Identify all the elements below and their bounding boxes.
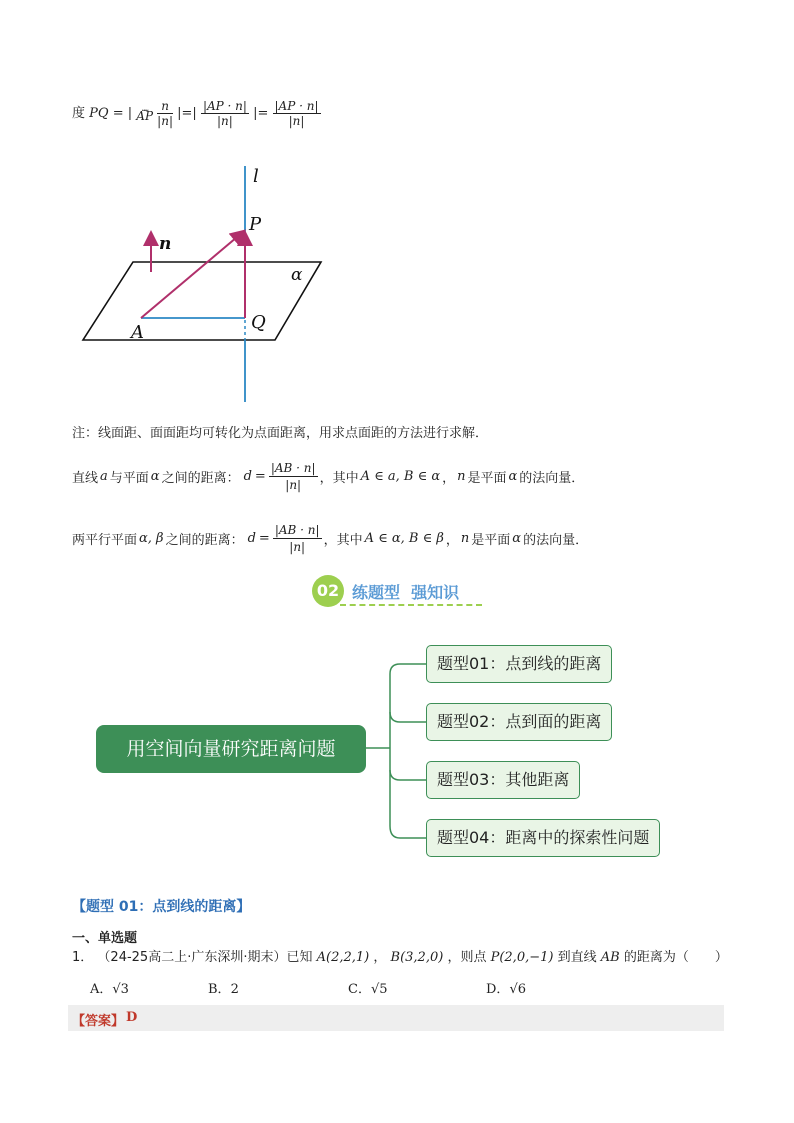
lp-cond: ，其中 bbox=[319, 470, 359, 486]
lp-fraction bbox=[269, 461, 318, 492]
answer-value: D bbox=[126, 1010, 138, 1025]
formula-unit-normal bbox=[157, 100, 173, 127]
question-tail: 到直线 bbox=[557, 950, 597, 965]
section-title: 练题型 强知识 bbox=[352, 583, 460, 602]
lp-end: 是平面 bbox=[467, 470, 507, 486]
abs-bar: |=| bbox=[177, 106, 197, 121]
label-l: l bbox=[253, 166, 259, 187]
question-number: 1． bbox=[72, 950, 94, 965]
lp-alpha: α bbox=[150, 468, 160, 484]
lp-n: n bbox=[457, 468, 466, 484]
unit-normal-num: n bbox=[157, 100, 173, 114]
option-value: √6 bbox=[509, 982, 526, 997]
lp-eq: = bbox=[254, 468, 266, 484]
connector-node-3 bbox=[390, 770, 426, 780]
question-source: （24-25高二上·广东深圳·期末）已知 bbox=[97, 950, 313, 965]
mid-frac-num: |AP · n| bbox=[202, 99, 247, 113]
option-value: √3 bbox=[112, 982, 129, 997]
connector-node-2 bbox=[390, 712, 426, 722]
pp-frac-den: |n| bbox=[289, 539, 306, 554]
abs-bar: | bbox=[127, 106, 133, 121]
question-end: 的距离为（ ） bbox=[623, 950, 728, 965]
formula-ap-term bbox=[136, 104, 153, 123]
question-1 bbox=[72, 946, 728, 965]
answer-label: 【答案】 bbox=[72, 1014, 125, 1029]
label-q: Q bbox=[251, 312, 266, 333]
point-plane-distance-figure bbox=[75, 160, 335, 410]
pp-end: 是平面 bbox=[471, 532, 511, 548]
formula-final-frac bbox=[273, 100, 321, 127]
lp-lead: 直线 bbox=[72, 470, 99, 486]
section-number-badge: 02 bbox=[312, 575, 344, 607]
vector-arrow-mark: ⎵⎵⎵ bbox=[141, 103, 148, 111]
line-ab: AB bbox=[600, 950, 620, 965]
pp-eq: = bbox=[258, 530, 270, 546]
connector-trunk bbox=[390, 664, 426, 838]
answer-box bbox=[68, 1005, 724, 1031]
mindmap-node-4: 题型04：距离中的探索性问题 bbox=[426, 819, 660, 857]
label-n: n bbox=[159, 234, 172, 254]
mindmap-connectors bbox=[366, 650, 430, 850]
point-p: P(2,0,−1) bbox=[490, 950, 554, 965]
option-value: √5 bbox=[370, 982, 388, 997]
lp-mid: 与平面 bbox=[109, 470, 149, 486]
formula-eq: = bbox=[112, 106, 124, 121]
pp-cond: ，其中 bbox=[323, 532, 363, 548]
option-c[interactable] bbox=[348, 978, 388, 997]
lp-line-a: a bbox=[100, 468, 108, 484]
plane-plane-distance bbox=[72, 512, 588, 564]
lp-d: d bbox=[243, 468, 252, 484]
mindmap-node-2: 题型02：点到面的距离 bbox=[426, 703, 612, 741]
pp-fraction bbox=[273, 523, 322, 554]
option-label: D． bbox=[486, 982, 510, 997]
mindmap-root: 用空间向量研究距离问题 bbox=[96, 725, 366, 773]
question-sep: ， bbox=[373, 950, 387, 965]
pp-n: n bbox=[460, 530, 470, 546]
pp-alpha2: α bbox=[512, 530, 522, 546]
lp-frac-num: |AB · n| bbox=[270, 460, 316, 475]
section-underline bbox=[340, 604, 482, 606]
formula-prefix: 度 bbox=[72, 106, 86, 121]
lp-tail: 之间的距离： bbox=[161, 470, 240, 486]
question-type-heading: 【题型 01：点到线的距离】 bbox=[72, 899, 251, 915]
option-d[interactable] bbox=[486, 978, 526, 997]
point-a: A(2,2,1) bbox=[316, 950, 370, 965]
lp-end2: 的法向量． bbox=[519, 470, 585, 486]
pp-end2: 的法向量． bbox=[523, 532, 589, 548]
lp-frac-den: |n| bbox=[285, 477, 302, 492]
mindmap-node-3: 题型03：其他距离 bbox=[426, 761, 580, 799]
note-text: 注：线面距、面面距均可转化为点面距离，用求点面距的方法进行求解． bbox=[72, 426, 489, 441]
final-frac-num: |AP · n| bbox=[274, 99, 319, 113]
option-a[interactable] bbox=[90, 978, 129, 997]
question-mid: ，则点 bbox=[447, 950, 487, 965]
vector-ap bbox=[141, 232, 243, 318]
plane-alpha bbox=[83, 262, 321, 340]
label-alpha: α bbox=[291, 265, 303, 285]
label-a: A bbox=[131, 322, 144, 343]
point-b: B(3,2,0) bbox=[390, 950, 444, 965]
formula-mid-frac bbox=[201, 100, 249, 127]
abs-bar: |= bbox=[253, 106, 269, 121]
mindmap-node-1: 题型01：点到线的距离 bbox=[426, 645, 612, 683]
option-label: A． bbox=[90, 982, 113, 997]
pp-sep: ， bbox=[445, 532, 459, 548]
pp-members: A ∈ α, B ∈ β bbox=[364, 530, 444, 546]
formula-lhs: PQ bbox=[89, 106, 109, 121]
option-label: B． bbox=[208, 982, 231, 997]
distance-formula-top bbox=[72, 100, 321, 144]
pp-tail: 之间的距离： bbox=[165, 532, 244, 548]
pp-frac-num: |AB · n| bbox=[274, 522, 320, 537]
subsection-heading: 一、单选题 bbox=[72, 931, 138, 946]
ap-label: AP bbox=[136, 109, 154, 123]
mid-frac-den: |n| bbox=[217, 114, 233, 128]
pp-planes: α, β bbox=[139, 530, 164, 546]
option-b[interactable] bbox=[208, 978, 239, 997]
line-plane-distance bbox=[72, 450, 584, 502]
final-frac-den: |n| bbox=[288, 114, 305, 128]
label-p: P bbox=[249, 214, 262, 235]
pp-d: d bbox=[247, 530, 256, 546]
lp-sep: ， bbox=[442, 470, 456, 486]
lp-alpha2: α bbox=[508, 468, 518, 484]
unit-normal-den: |n| bbox=[157, 114, 173, 128]
option-value: 2 bbox=[230, 982, 239, 997]
lp-members: A ∈ a, B ∈ α bbox=[360, 468, 441, 484]
option-label: C． bbox=[348, 982, 371, 997]
pp-lead: 两平行平面 bbox=[72, 532, 138, 548]
